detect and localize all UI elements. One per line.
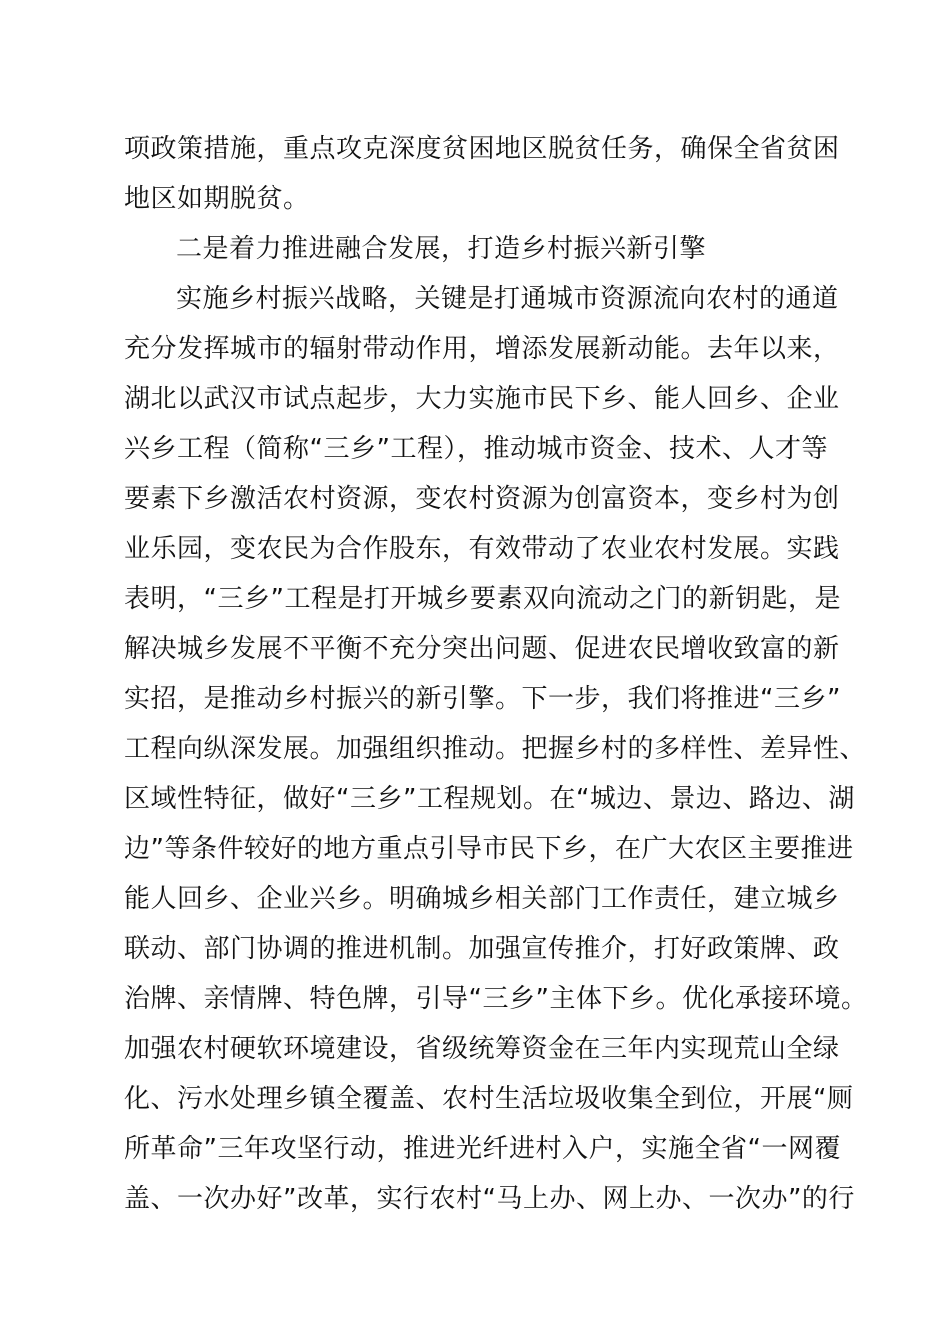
text-line-20: 化、污水处理乡镇全覆盖、农村生活垃圾收集全到位，开展“厕	[124, 1084, 854, 1114]
text-line-16: 能人回乡、企业兴乡。明确城乡相关部门工作责任，建立城乡	[124, 884, 840, 914]
text-line-17: 联动、部门协调的推进机制。加强宣传推介，打好政策牌、政	[124, 934, 840, 964]
text-line-10: 表明，“三乡”工程是打开城乡要素双向流动之门的新钥匙，是	[124, 584, 841, 614]
text-line-6: 湖北以武汉市试点起步，大力实施市民下乡、能人回乡、企业	[124, 384, 840, 414]
text-line-18: 治牌、亲情牌、特色牌，引导“三乡”主体下乡。优化承接环境。	[124, 984, 868, 1014]
text-line-4: 实施乡村振兴战略，关键是打通城市资源流向农村的通道	[176, 284, 839, 314]
text-line-8: 要素下乡激活农村资源，变农村资源为创富资本，变乡村为创	[124, 484, 840, 514]
text-line-7: 兴乡工程（简称“三乡”工程），推动城市资金、技术、人才等	[124, 434, 828, 464]
text-line-2: 地区如期脱贫。	[124, 184, 310, 214]
text-line-12: 实招，是推动乡村振兴的新引擎。下一步，我们将推进“三乡”	[124, 684, 841, 714]
text-line-15: 边”等条件较好的地方重点引导市民下乡，在广大农区主要推进	[124, 834, 854, 864]
text-line-11: 解决城乡发展不平衡不充分突出问题、促进农民增收致富的新	[124, 634, 840, 664]
text-line-1: 项政策措施，重点攻克深度贫困地区脱贫任务，确保全省贫困	[124, 134, 840, 164]
text-line-13: 工程向纵深发展。加强组织推动。把握乡村的多样性、差异性、	[124, 734, 867, 764]
text-line-22: 盖、一次办好”改革，实行农村“马上办、网上办、一次办”的行	[124, 1184, 855, 1214]
text-line-14: 区域性特征，做好“三乡”工程规划。在“城边、景边、路边、湖	[124, 784, 855, 814]
text-line-19: 加强农村硬软环境建设，省级统筹资金在三年内实现荒山全绿	[124, 1034, 840, 1064]
section-heading: 二是着力推进融合发展，打造乡村振兴新引擎	[176, 234, 707, 264]
text-line-9: 业乐园，变农民为合作股东，有效带动了农业农村发展。实践	[124, 534, 840, 564]
text-line-5: 充分发挥城市的辐射带动作用，增添发展新动能。去年以来，	[124, 334, 840, 364]
text-line-21: 所革命”三年攻坚行动，推进光纤进村入户，实施全省“一网覆	[124, 1134, 841, 1164]
